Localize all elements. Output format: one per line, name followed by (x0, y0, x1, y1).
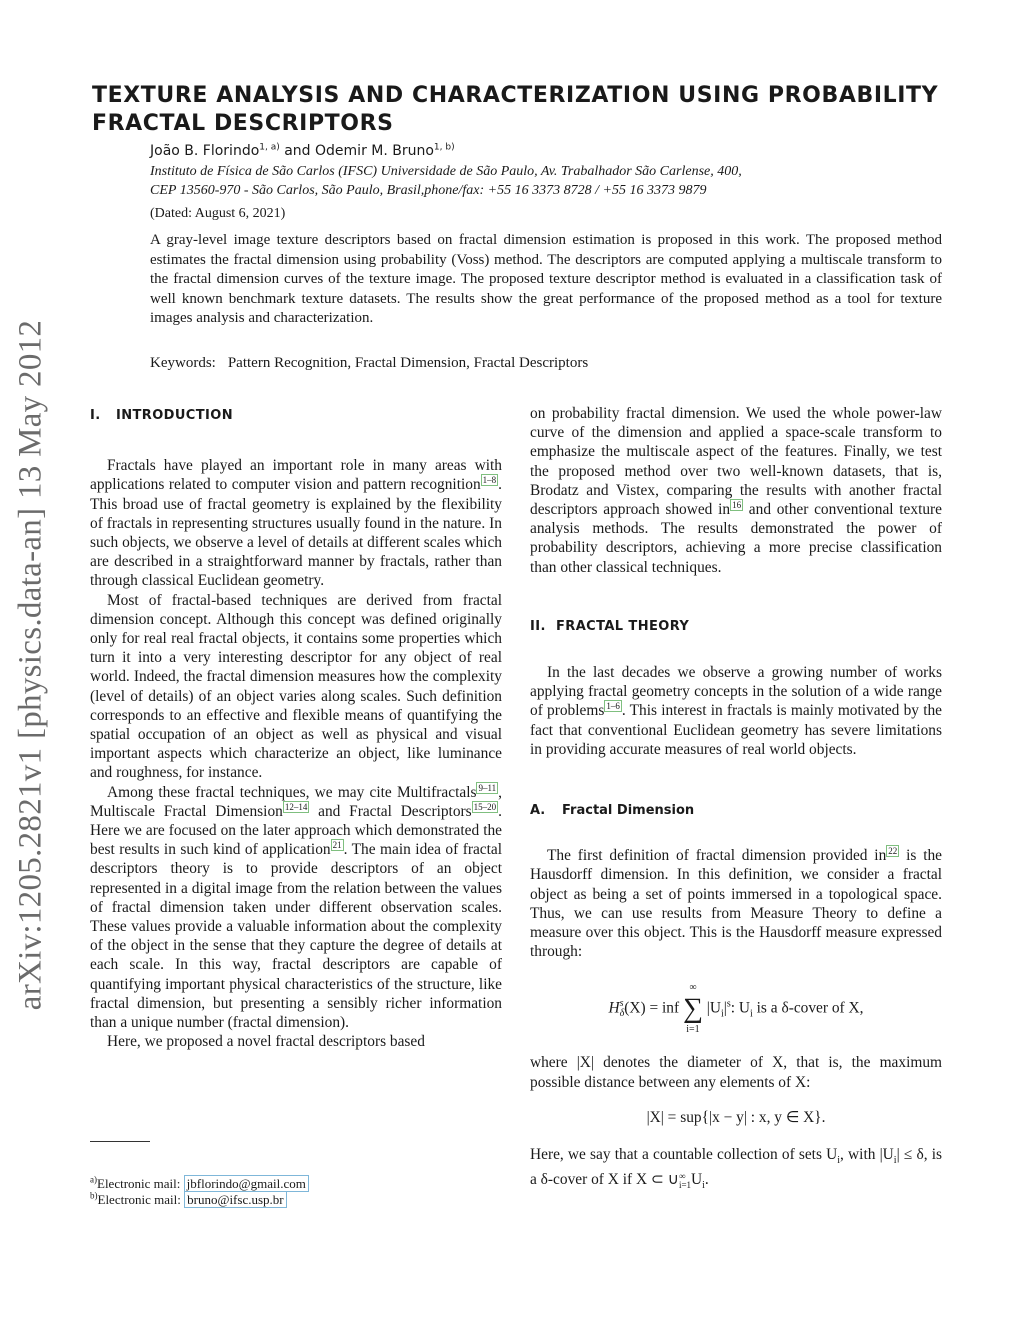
section-title: FRACTAL THEORY (556, 618, 690, 634)
citation-link[interactable]: 12–14 (284, 801, 308, 812)
footnote-divider (90, 1141, 150, 1142)
citation-link[interactable]: 1–6 (606, 701, 620, 712)
citation-link[interactable]: 21 (332, 840, 342, 851)
abstract: A gray-level image texture descriptors based on fractal dimension estimation is proposed in this work. The proposed method estimates the fractal dimension using probability (Voss) method. The descriptors are computed applying a multiscale transform to the fractal dimension curves of the texture image. The proposed texture descriptor method is evaluated in a classification task of well known benchmark texture datasets. The results show the great performance of the proposed method as a tool for texture images analysis and characterization. (150, 232, 942, 326)
keywords-value: Pattern Recognition, Fractal Dimension, Fractal Descriptors (227, 355, 589, 371)
section-title: INTRODUCTION (116, 408, 233, 423)
paragraph: where |X| denotes the diameter of X, that is, the maximum possible distance between any elements of X: (530, 1054, 942, 1091)
paragraph: Most of fractal-based techniques are derived from fractal dimension concept. Although this concept was defined originally only for real real fractal objects, it contains some properties which turn it into a very interesting descriptor for any object of real world. Indeed, the fractal dimension measures how the complexity (level of details) of an object varies along scales. Such definition corresponds to an effective and flexible means of quantifying the spatial occupation of an object as well as physical and visual important aspects which characterize an object, like luminance and roughness, for instance. (90, 591, 502, 782)
subsection-heading-fractal-dimension (530, 801, 942, 820)
keywords-label: Keywords: (150, 355, 216, 371)
email-link-florindo[interactable]: jbflorindo@gmail.com (184, 1175, 309, 1192)
right-column (530, 404, 942, 1196)
citation-link[interactable]: 16 (732, 499, 742, 510)
paragraph: on probability fractal dimension. We used the whole power-law curve of the dimension and applied a space-scale transform to emphasize the multiscale aspect of the features. Finally, we test the proposed method over two well-known datasets, that is, Brodatz and Vistex, comparing the results with another fractal descriptors approach showed in $^{16}$ and other conventional texture analysis methods. The results demonstrated the power of probability descriptors, achieving a more precise classification than other classical techniques. (530, 405, 943, 576)
paragraph: Among these fractal techniques, we may cite Multifractals $^{9-11}$ , Multiscale Fractal Dimension $^{12-14}$ and Fractal Descriptors $^{15-20}$ . Here we are focused on the later approach which demonstrated the best results in such kind of application $^{21}$ . The main idea of fractal descriptors theory is to provide descriptors of an object represented in a digital image from the relation between the values of fractal dimension taken under different observation scales. These values provide a valuable information about the complexity of the object in the sense that they capture the degree of details at each scale. In this way, fractal descriptors are capable of quantifying important physical characteristics of the structure, like fractal dimension, but presenting a sensibly richer information than a unique number (fractal dimension). (90, 782, 502, 1032)
email-link-bruno[interactable]: bruno@ifsc.usp.br (184, 1191, 286, 1208)
author-conjunction: and (284, 143, 311, 159)
paper-title: TEXTURE ANALYSIS AND CHARACTERIZATION USING PROBABILITY FRACTAL DESCRIPTORS (92, 83, 939, 136)
section-number: II. (530, 618, 546, 634)
arxiv-side-stamp (0, 310, 62, 1020)
citation-link[interactable]: 15–20 (473, 801, 497, 812)
author-2-affiliation-mark[interactable]: 1, b) (433, 142, 455, 153)
author-2: Odemir M. Bruno (315, 143, 434, 159)
paragraph: The first definition of fractal dimension provided in $^{22}$ is the Hausdorff dimension. In this definition, we consider a fractal object as being a set of points immersed in a topological space. Thus, we can use results from Measure Theory to define a measure over this object. This is the Hausdorff measure expressed through: (530, 846, 943, 961)
equation-hausdorff-measure: Hs δ(X) = inf ∞ ∑ i=1 $|U_i|^s$: $U_i$ is a δ-cover of X, (608, 982, 864, 1036)
affiliation-line-1: Instituto de Física de São Carlos (IFSC) Universidade de São Paulo, Av. Trabalhador São Carlense, 400, (150, 164, 742, 179)
author-line (150, 143, 455, 159)
subsection-title: Fractal Dimension (562, 803, 695, 819)
section-heading-fractal-theory (530, 617, 942, 636)
citation-link[interactable]: 22 (888, 846, 898, 857)
author-1-affiliation-mark[interactable]: 1, a) (259, 142, 280, 153)
affiliation-line-2: CEP 13560-970 - São Carlos, São Paulo, Brasil,phone/fax: +55 16 3373 8728 / +55 16 3373 9879 (150, 183, 707, 198)
paragraph: Here, we proposed a novel fractal descriptors based (107, 1033, 425, 1051)
section-heading-introduction (90, 406, 502, 425)
section-number: I. (90, 408, 101, 423)
date-line: (Dated: August 6, 2021) (150, 206, 286, 221)
paragraph: In the last decades we observe a growing number of works applying fractal geometry concepts in the solution of a wide range of problems $^{1-6}$ . This interest in fractals is mainly motivated by the fact that conventional Euclidean geometry has severe limitations in providing accurate measures of real world objects. (530, 664, 943, 758)
footnote-a: $^{a)}$Electronic mail: jbflorindo@gmail.com (90, 1176, 309, 1192)
left-column (90, 404, 502, 1052)
subsection-number: A. (530, 803, 546, 819)
citation-link[interactable]: 1–8 (482, 475, 497, 486)
arxiv-identifier: arXiv:1205.2821v1 [physics.data-an] 13 May 2012 (12, 319, 49, 1011)
paragraph: Here, we say that a countable collection of sets $U_i$, with $|U_i| \le \delta$, is a δ-cover of X if X ⊂ ∪∞ $i=1U_i$. (530, 1146, 943, 1192)
footnotes (90, 1176, 309, 1208)
citation-link[interactable]: 9–11 (478, 782, 497, 793)
equation-diameter: |X| = sup{|x − y| : x, y ∈ X}. (646, 1108, 826, 1126)
footnote-b: $^{b)}$Electronic mail: bruno@ifsc.usp.br (90, 1192, 309, 1208)
paragraph: Fractals have played an important role in many areas with applications related to computer vision and pattern recognition $^{1-8}$ . This broad use of fractal geometry is explained by the flexibility of fractals in representing structures usually found in the nature. In such objects, we observe a level of details at different scales which are described in a straightforward manner by fractals, rather than through classical Euclidean geometry. (90, 457, 502, 590)
author-1: João B. Florindo (150, 143, 260, 159)
keywords-line (150, 355, 588, 372)
affiliation (150, 162, 970, 200)
